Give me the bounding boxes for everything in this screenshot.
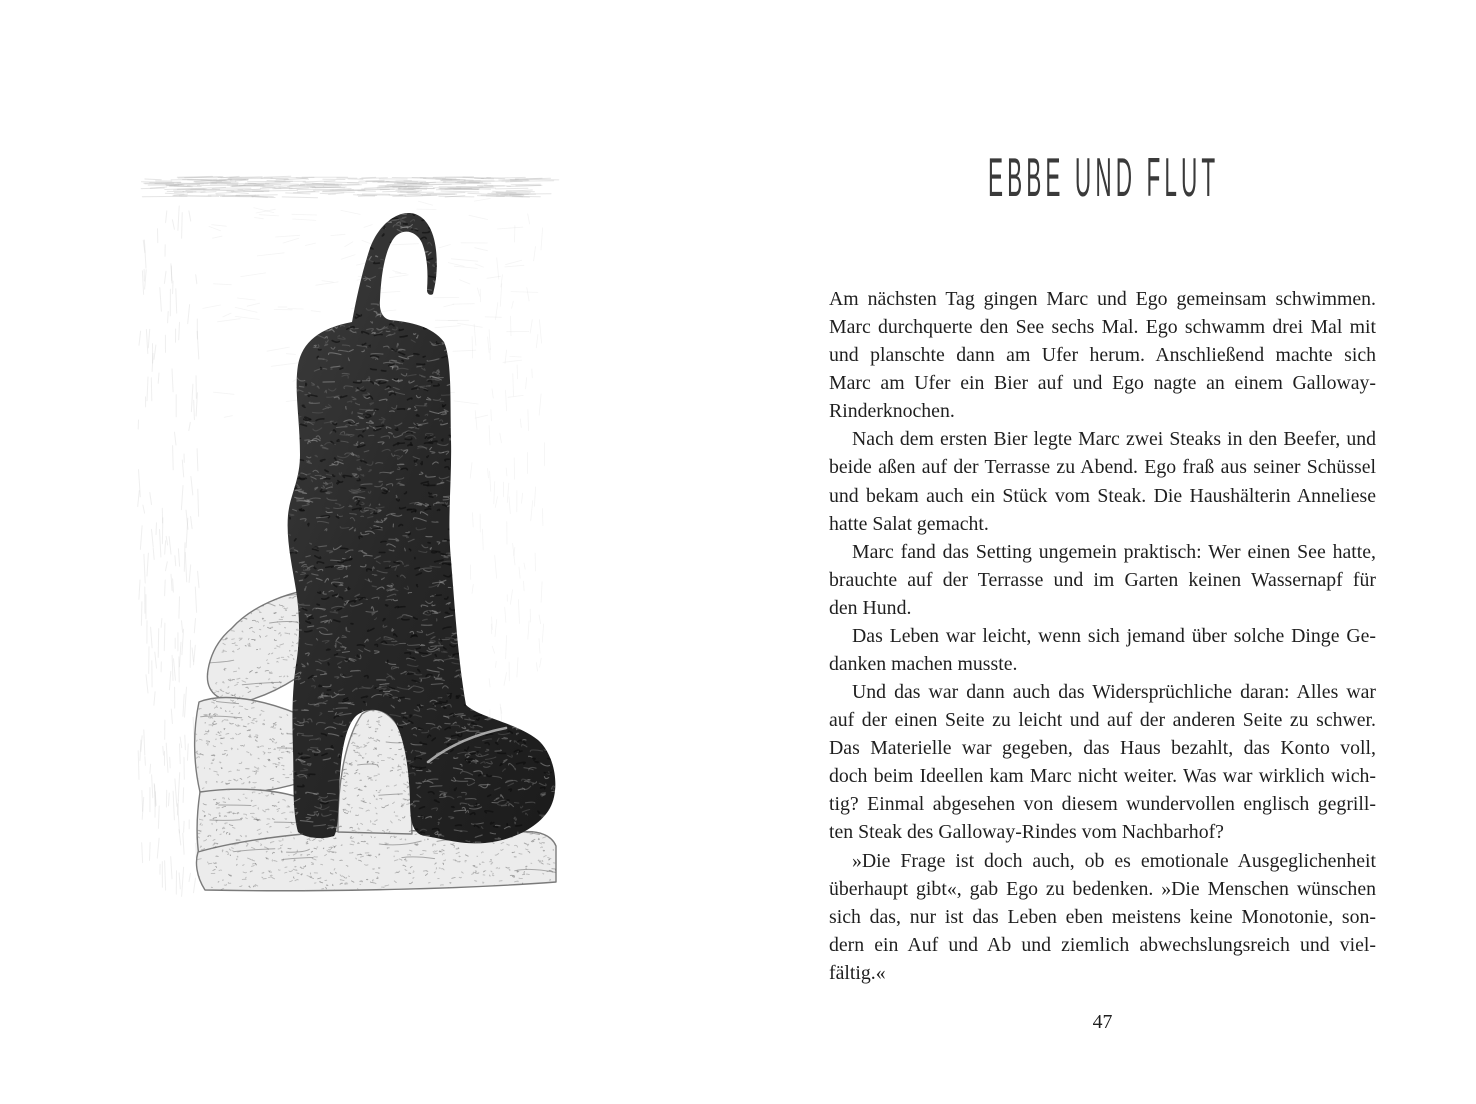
text-line: Marc am Ufer ein Bier auf und Ego nagte an einem Galloway- bbox=[829, 372, 1376, 395]
text-line: Rinderknochen. bbox=[829, 400, 955, 423]
text-line: auf der einen Seite zu leicht und auf der anderen Seite zu schwer. bbox=[829, 709, 1376, 732]
body-text bbox=[829, 285, 1376, 987]
text-line: sich das, nur ist das Leben eben meistens keine Monotonie, son- bbox=[829, 905, 1376, 928]
text-line: ten Steak des Galloway-Rindes vom Nachbarhof? bbox=[829, 821, 1224, 844]
text-line: »Die Frage ist doch auch, ob es emotionale Ausgeglichenheit bbox=[852, 849, 1376, 872]
text-line: brauchte auf der Terrasse und im Garten keinen Wassernapf für bbox=[829, 568, 1376, 591]
right-page bbox=[738, 0, 1476, 1104]
paragraph bbox=[829, 425, 1376, 537]
text-line: Marc fand das Setting ungemein praktisch: Wer einen See hatte, bbox=[852, 540, 1376, 563]
text-line: Das Leben war leicht, wenn sich jemand über solche Dinge Ge- bbox=[852, 624, 1376, 647]
text-line: hatte Salat gemacht. bbox=[829, 512, 989, 535]
text-line: fältig.« bbox=[829, 961, 886, 984]
text-line: Am nächsten Tag gingen Marc und Ego gemeinsam schwimmen. bbox=[829, 288, 1376, 310]
text-line: doch beim Ideellen kam Marc nicht weiter. Was war wirklich wich- bbox=[829, 765, 1376, 788]
page-number: 47 bbox=[1092, 1011, 1113, 1033]
text-line: beide aßen auf der Terrasse zu Abend. Ego fraß aus seiner Schüssel bbox=[829, 456, 1376, 479]
text-line: dern ein Auf und Ab und ziemlich abwechslungsreich und viel- bbox=[829, 933, 1376, 956]
dog-illustration bbox=[130, 170, 570, 900]
paragraph bbox=[829, 622, 1376, 678]
chapter-title: EBBE UND FLUT bbox=[988, 146, 1220, 208]
text-line: Marc durchquerte den See sechs Mal. Ego schwamm drei Mal mit bbox=[829, 316, 1376, 339]
rock bbox=[195, 698, 302, 794]
text-line: überhaupt gibt«, gab Ego zu bedenken. »Die Menschen wünschen bbox=[829, 877, 1376, 900]
text-line: Nach dem ersten Bier legte Marc zwei Steaks in den Beefer, und bbox=[852, 428, 1376, 451]
text-line: Und das war dann auch das Widersprüchliche daran: Alles war bbox=[852, 681, 1376, 704]
text-line: danken machen musste. bbox=[829, 653, 1018, 676]
text-line: den Hund. bbox=[829, 596, 912, 619]
paragraph bbox=[829, 678, 1376, 846]
text-line: tig? Einmal abgesehen von diesem wundervollen englisch gegrill- bbox=[829, 793, 1376, 816]
text-line: und planschte dann am Ufer herum. Anschließend machte sich bbox=[829, 344, 1376, 367]
paragraph bbox=[829, 847, 1376, 987]
text-line: Das Materielle war gegeben, das Haus bezahlt, das Konto voll, bbox=[829, 737, 1376, 760]
paragraph bbox=[829, 285, 1376, 425]
text-line: und bekam auch ein Stück vom Steak. Die Haushälterin Anneliese bbox=[829, 484, 1376, 507]
paragraph bbox=[829, 538, 1376, 622]
